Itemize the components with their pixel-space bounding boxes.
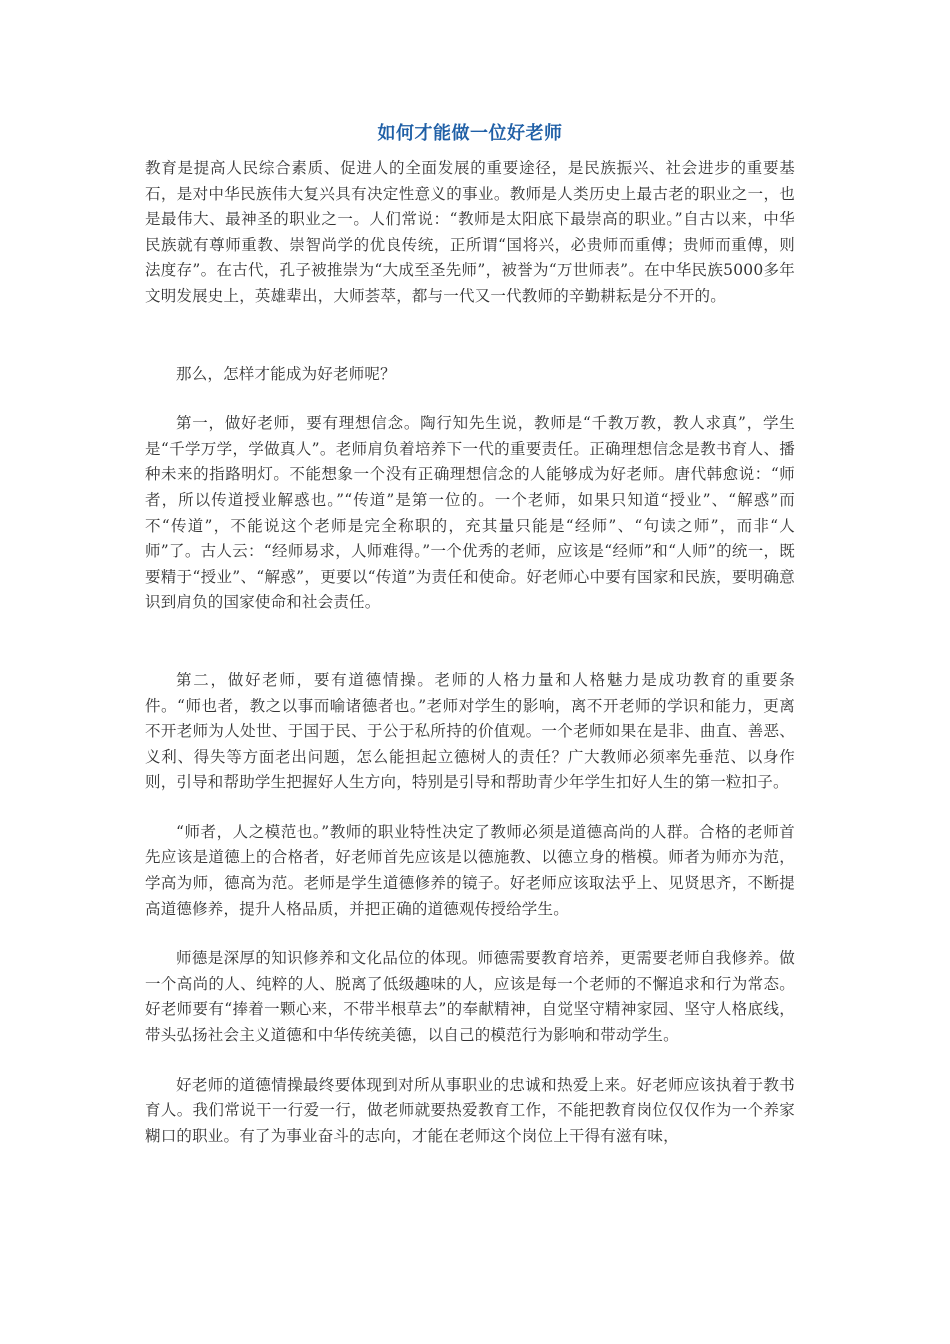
model-paragraph: “师者，人之模范也。”教师的职业特性决定了教师必须是道德高尚的人群。合格的老师首先应该是道德上的合格者，好老师首先应该是以德施教、以德立身的楷模。师者为师亦为范，学高为师，德高为范。老师是学生道德修养的镜子。好老师应该取法乎上、见贤思齐，不断提高道德修养，提升人格品质，并把正确的道德观传授给学生。: [145, 822, 795, 918]
paragraph-spacer: [145, 310, 795, 362]
intro-paragraph: 教育是提高人民综合素质、促进人的全面发展的重要途径，是民族振兴、社会进步的重要基石，是对中华民族伟大复兴具有决定性意义的事业。教师是人类历史上最古老的职业之一，也是最伟大、最神圣的职业之一。人们常说：“教师是太阳底下最崇高的职业。”自古以来，中华民族就有尊师重教、崇智尚学的优良传统，正所谓“国将兴，必贵师而重傅；贵师而重傅，则法度存”。在古代，孔子被推崇为“大成至圣先师”，被誉为“万世师表”。在中华民族5000多年文明发展史上，英雄辈出，大师荟萃，都与一代又一代教师的辛勤耕耘是分不开的。: [145, 159, 795, 305]
paragraph-spacer: [145, 1049, 795, 1073]
first-point-paragraph: 第一，做好老师，要有理想信念。陶行知先生说，教师是“千教万教，教人求真”，学生是“千学万学，学做真人”。老师肩负着培养下一代的重要责任。正确理想信念是教书育人、播种未来的指路明灯。不能想象一个没有正确理想信念的人能够成为好老师。唐代韩愈说：“师者，所以传道授业解惑也。”“传道”是第一位的。一个老师，如果只知道“授业”、“解惑”而不“传道”，不能说这个老师是完全称职的，充其量只能是“经师”、“句读之师”，而非“人师”了。古人云：“经师易求，人师难得。”一个优秀的老师，应该是“经师”和“人师”的统一，既要精于“授业”、“解惑”，更要以“传道”为责任和使命。好老师心中要有国家和民族，要明确意识到肩负的国家使命和社会责任。: [145, 414, 795, 612]
paragraph-spacer: [145, 796, 795, 820]
question-paragraph: 那么，怎样才能成为好老师呢？: [176, 364, 396, 383]
paragraph-spacer: [145, 922, 795, 946]
paragraph-spacer: [145, 616, 795, 668]
devotion-paragraph: 好老师的道德情操最终要体现到对所从事职业的忠诚和热爱上来。好老师应该执着于教书育人。我们常说干一行爱一行，做老师就要热爱教育工作，不能把教育岗位仅仅作为一个养家糊口的职业。有了为事业奋斗的志向，才能在老师这个岗位上干得有滋有味，: [145, 1075, 795, 1145]
document-page: [145, 120, 795, 1149]
paragraph-spacer: [145, 387, 795, 411]
second-point-paragraph: 第二，做好老师，要有道德情操。老师的人格力量和人格魅力是成功教育的重要条件。“师也者，教之以事而喻诸德者也。”老师对学生的影响，离不开老师的学识和能力，更离不开老师为人处世、于国于民、于公于私所持的价值观。一个老师如果在是非、曲直、善恶、义利、得失等方面老出问题，怎么能担起立德树人的责任？广大教师必须率先垂范、以身作则，引导和帮助学生把握好人生方向，特别是引导和帮助青少年学生扣好人生的第一粒扣子。: [145, 670, 795, 792]
document-title: 如何才能做一位好老师: [377, 123, 563, 144]
ethics-paragraph: 师德是深厚的知识修养和文化品位的体现。师德需要教育培养，更需要老师自我修养。做一个高尚的人、纯粹的人、脱离了低级趣味的人，应该是每一个老师的不懈追求和行为常态。好老师要有“捧着一颗心来，不带半根草去”的奉献精神，自觉坚守精神家园、坚守人格底线，带头弘扬社会主义道德和中华传统美德，以自己的模范行为影响和带动学生。: [145, 949, 795, 1045]
